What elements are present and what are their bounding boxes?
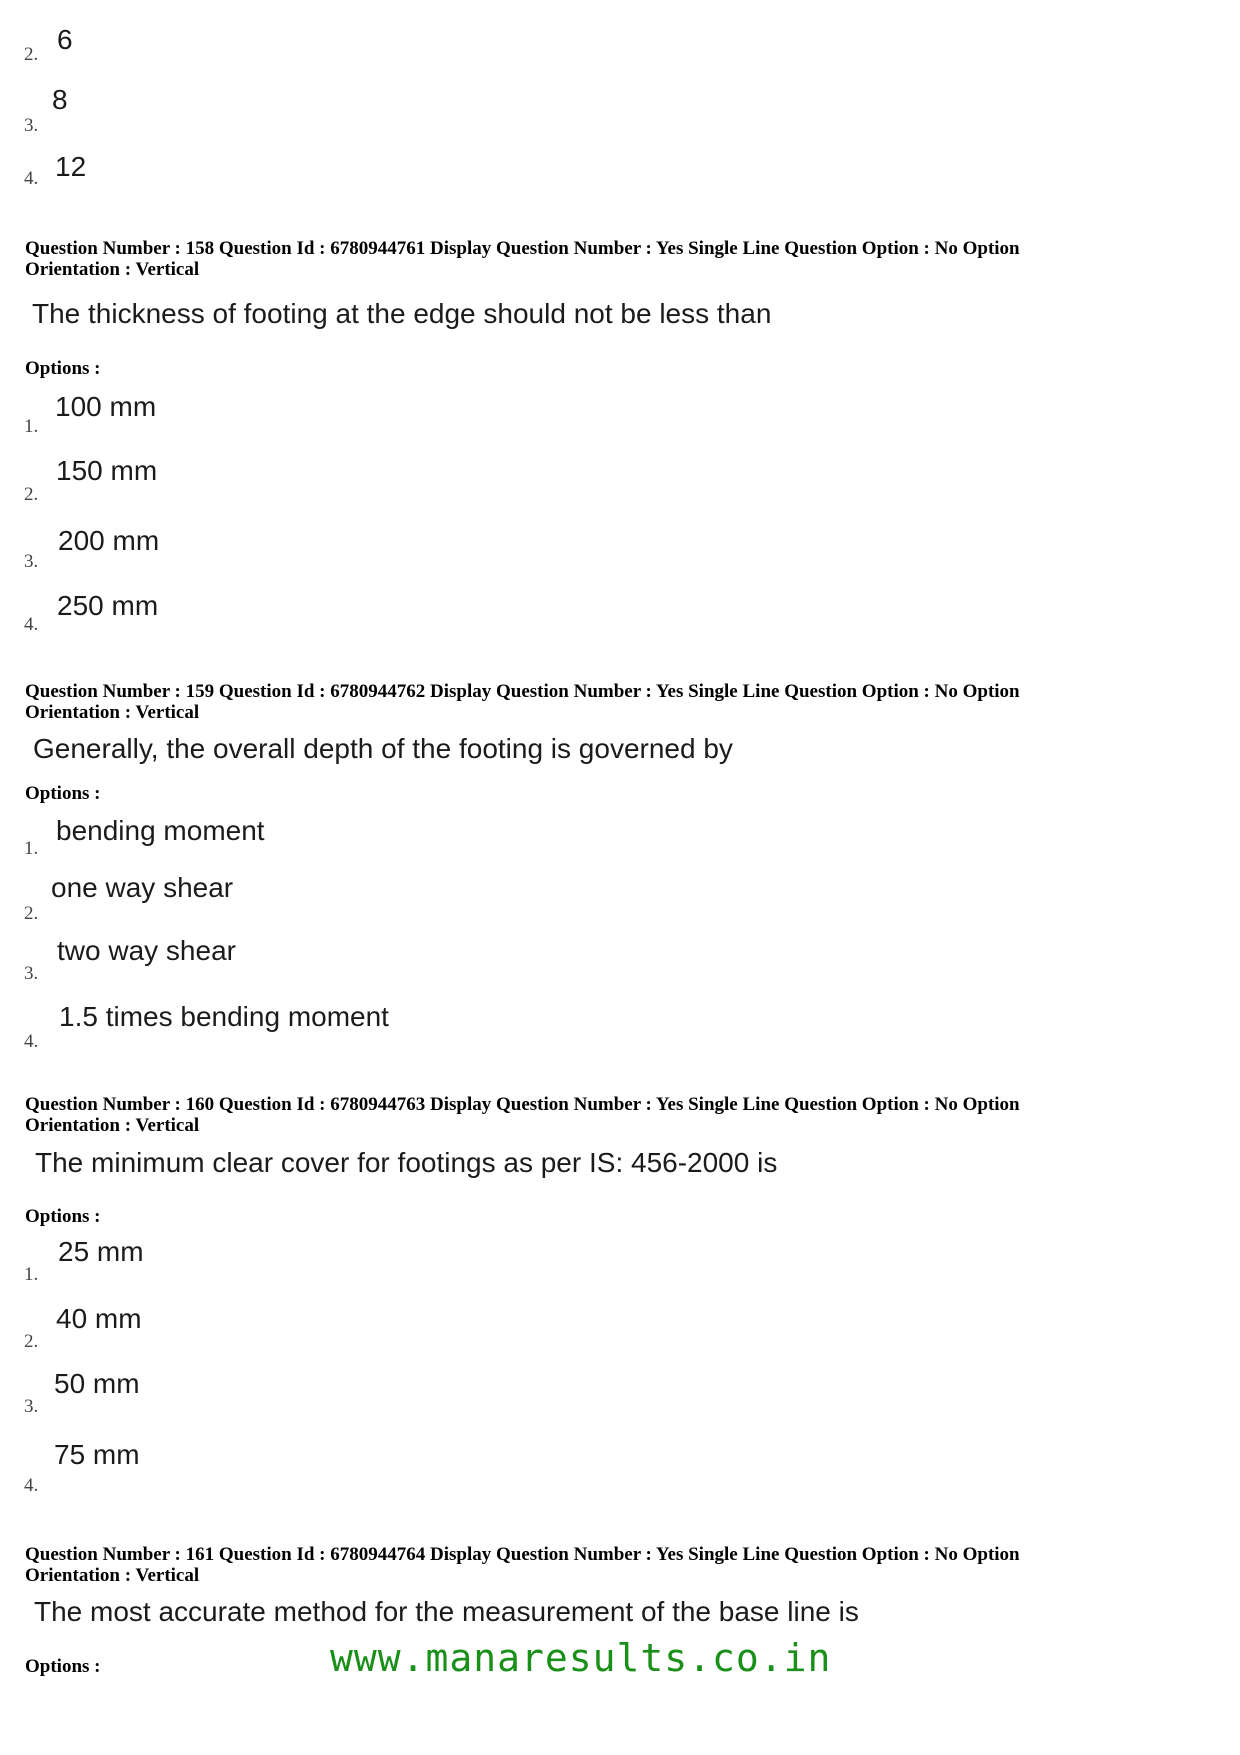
options-label: Options : bbox=[25, 1656, 101, 1677]
option-text: 40 mm bbox=[56, 1303, 142, 1334]
option-text: 200 mm bbox=[58, 525, 160, 556]
question-meta bbox=[25, 681, 1205, 723]
option-number: 3. bbox=[24, 1396, 39, 1417]
option-number: 4. bbox=[24, 614, 39, 635]
option-text: 50 mm bbox=[54, 1368, 140, 1399]
question-meta-line: Orientation : Vertical bbox=[25, 1565, 200, 1586]
question-meta-line: Question Number : 161 Question Id : 6780944764 Display Question Number : Yes Single Line Question Option : No Option bbox=[25, 1544, 1020, 1565]
option-text: 12 bbox=[55, 151, 87, 182]
question-meta bbox=[25, 238, 1205, 280]
option-number: 1. bbox=[24, 838, 39, 859]
option-text: bending moment bbox=[56, 815, 265, 846]
option-number: 3. bbox=[24, 963, 39, 984]
question-meta bbox=[25, 1094, 1205, 1136]
question-text: Generally, the overall depth of the footing is governed by bbox=[33, 733, 733, 764]
question-meta-line: Orientation : Vertical bbox=[25, 1115, 200, 1136]
option-text: 100 mm bbox=[55, 391, 157, 422]
options-label: Options : bbox=[25, 1206, 101, 1227]
option-number: 4. bbox=[24, 1475, 39, 1496]
option-number: 3. bbox=[24, 551, 39, 572]
option-number: 2. bbox=[24, 903, 39, 924]
option-text: 150 mm bbox=[56, 455, 158, 486]
question-meta bbox=[25, 1544, 1205, 1586]
option-text: one way shear bbox=[51, 872, 234, 903]
options-label: Options : bbox=[25, 783, 101, 804]
option-text: 75 mm bbox=[54, 1439, 140, 1470]
option-text: two way shear bbox=[57, 935, 236, 966]
option-text: 1.5 times bending moment bbox=[59, 1001, 389, 1032]
option-number: 2. bbox=[24, 1331, 39, 1352]
question-text: The minimum clear cover for footings as per IS: 456-2000 is bbox=[35, 1147, 778, 1178]
options-label: Options : bbox=[25, 358, 101, 379]
option-number: 4. bbox=[24, 168, 39, 189]
option-number: 2. bbox=[24, 44, 39, 65]
option-number: 3. bbox=[24, 115, 39, 136]
option-text: 250 mm bbox=[57, 590, 159, 621]
option-text: 6 bbox=[57, 24, 73, 55]
question-text: The most accurate method for the measurement of the base line is bbox=[34, 1596, 859, 1627]
question-meta-line: Question Number : 160 Question Id : 6780944763 Display Question Number : Yes Single Line Question Option : No Option bbox=[25, 1094, 1020, 1115]
question-meta-line: Question Number : 158 Question Id : 6780944761 Display Question Number : Yes Single Line Question Option : No Option bbox=[25, 238, 1020, 259]
option-number: 4. bbox=[24, 1031, 39, 1052]
question-meta-line: Question Number : 159 Question Id : 6780944762 Display Question Number : Yes Single Line Question Option : No Option bbox=[25, 681, 1020, 702]
question-meta-line: Orientation : Vertical bbox=[25, 259, 200, 280]
option-text: 8 bbox=[52, 84, 68, 115]
option-number: 2. bbox=[24, 484, 39, 505]
watermark: www.manaresults.co.in bbox=[330, 1636, 832, 1680]
option-text: 25 mm bbox=[58, 1236, 144, 1267]
option-number: 1. bbox=[24, 1264, 39, 1285]
question-text: The thickness of footing at the edge should not be less than bbox=[32, 298, 772, 329]
question-meta-line: Orientation : Vertical bbox=[25, 702, 200, 723]
option-number: 1. bbox=[24, 416, 39, 437]
